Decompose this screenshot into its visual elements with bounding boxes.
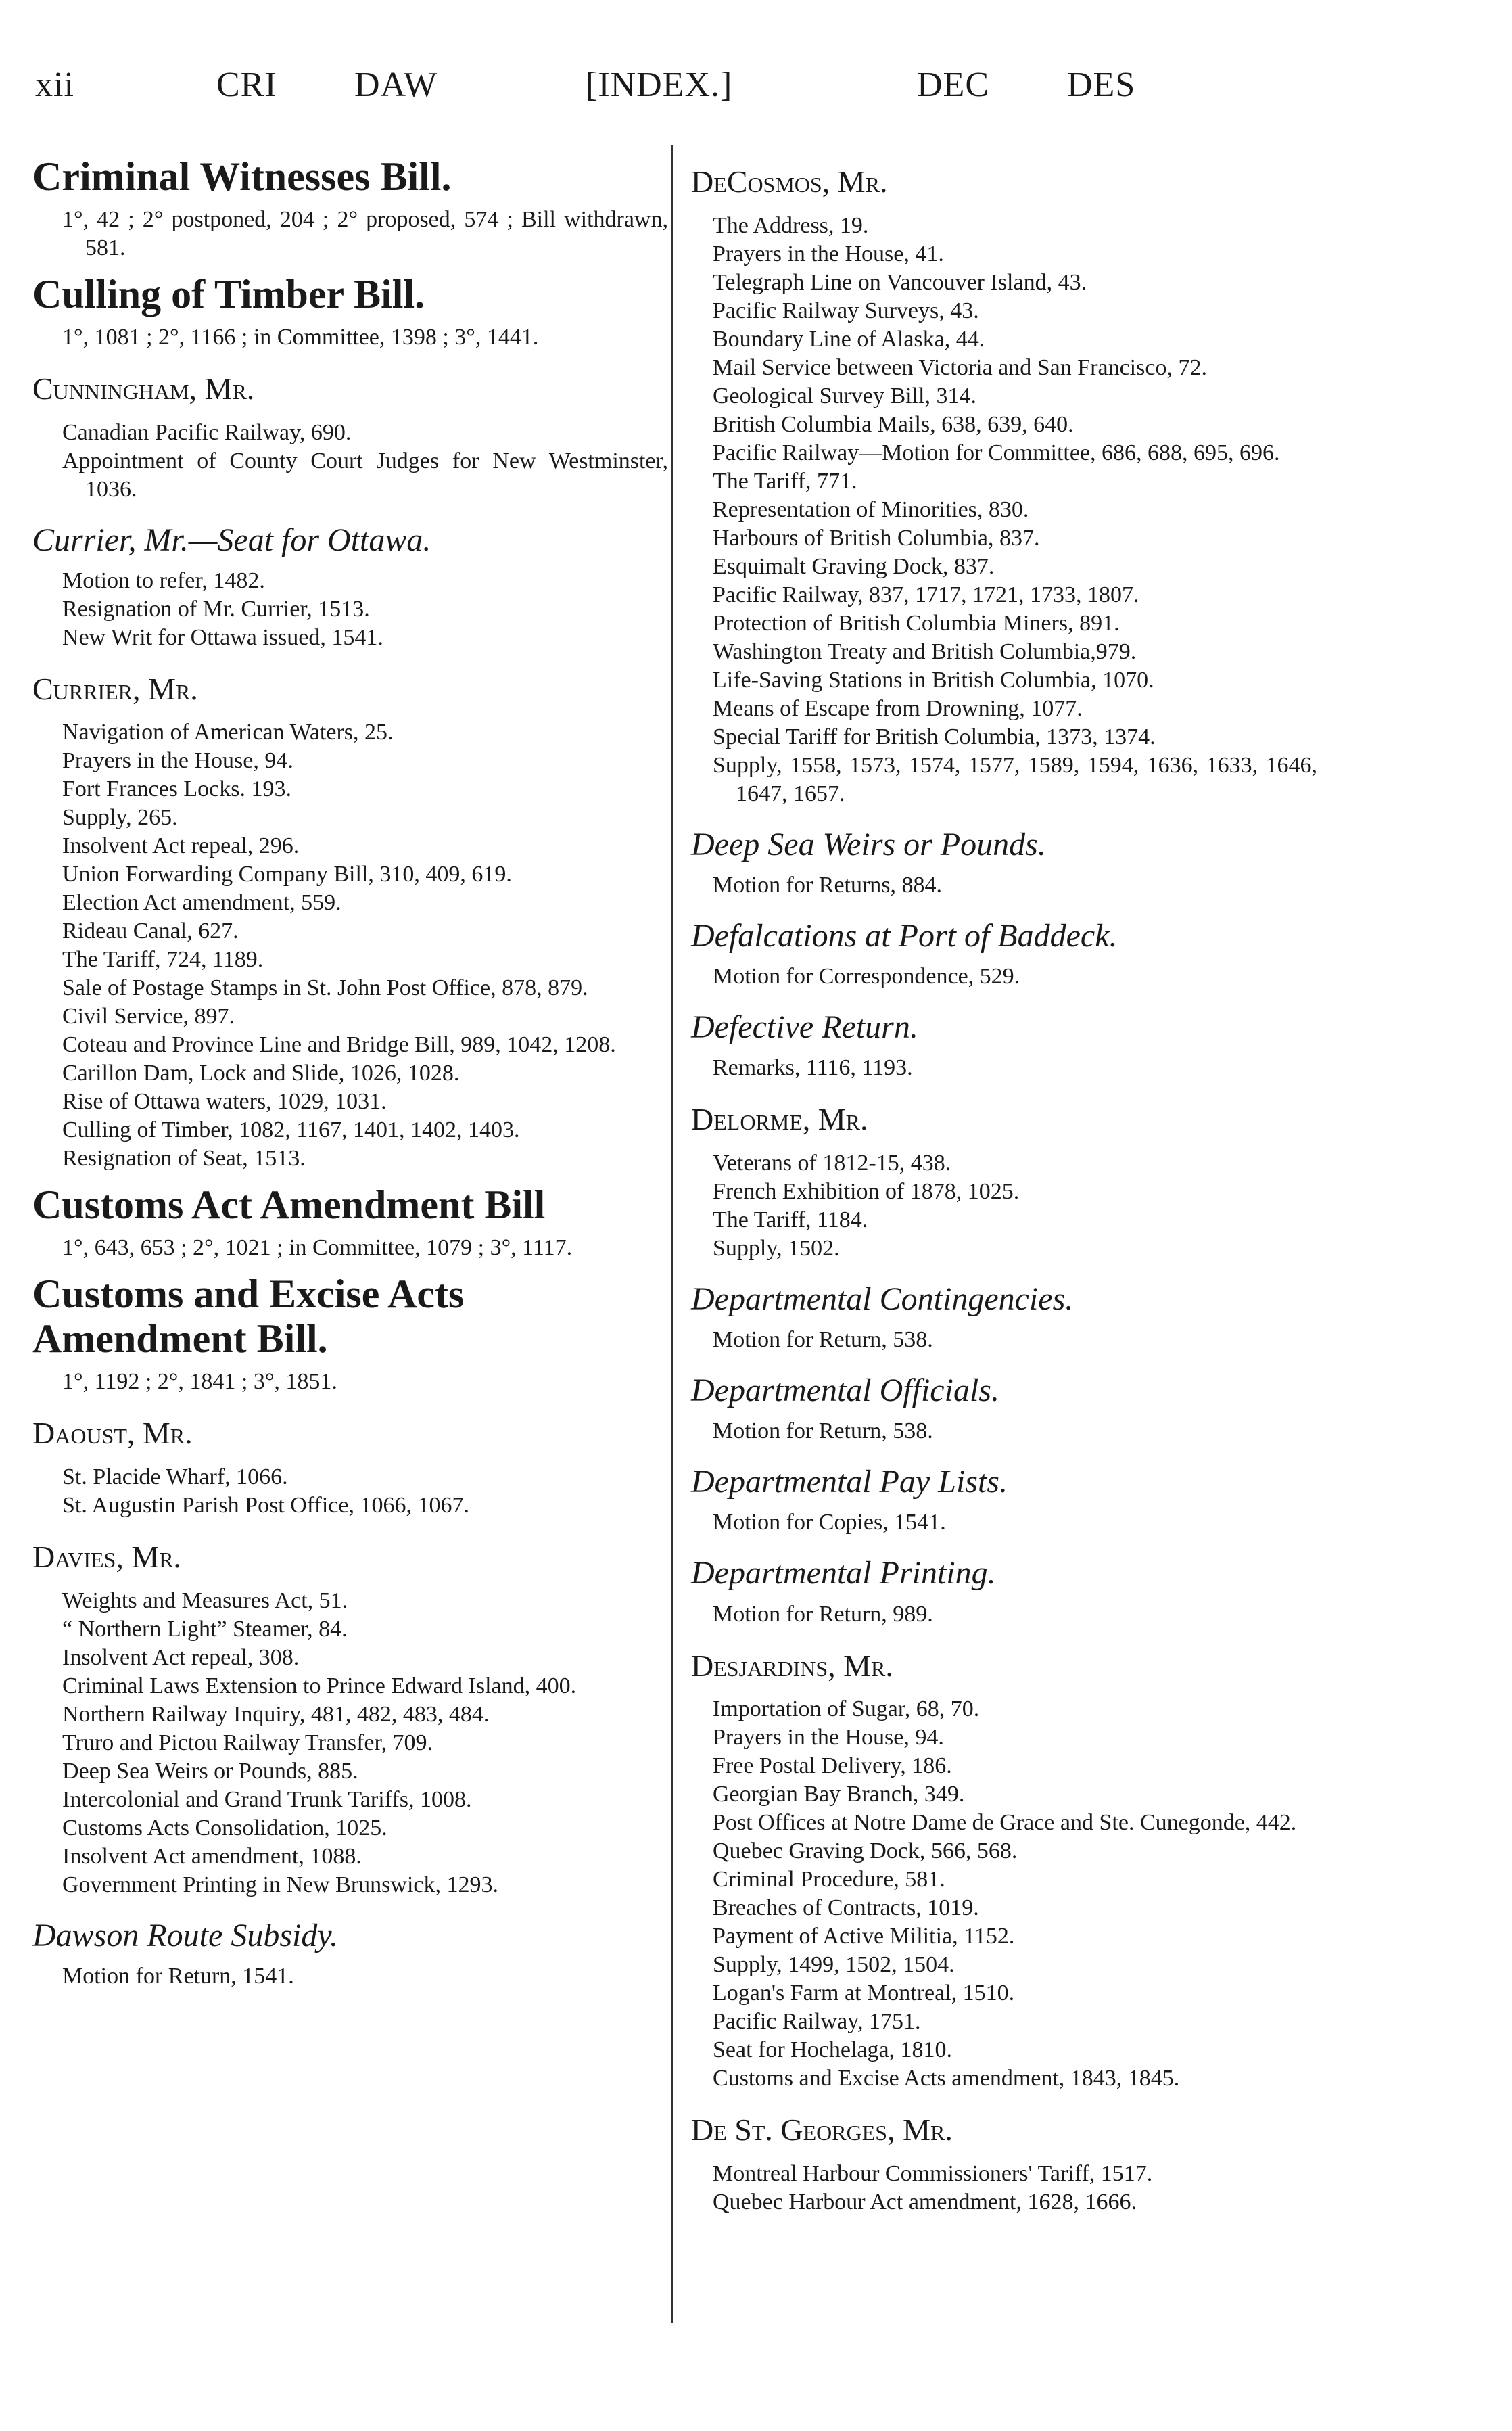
index-entry: Appointment of County Court Judges for New Westminster, 1036. (62, 448, 668, 502)
index-entry: Importation of Sugar, 68, 70. (713, 1696, 980, 1722)
index-entry: Criminal Laws Extension to Prince Edward Island, 400. (62, 1673, 577, 1698)
index-section (688, 1009, 1317, 1082)
index-entry: Civil Service, 897. (62, 1004, 235, 1029)
index-entry: Pacific Railway—Motion for Committee, 686, 688, 695, 696. (713, 440, 1280, 465)
column-divider (671, 145, 673, 2323)
index-entry: French Exhibition of 1878, 1025. (713, 1178, 1020, 1204)
index-entry: Criminal Procedure, 581. (713, 1867, 945, 1893)
index-entry: Motion to refer, 1482. (62, 568, 265, 593)
index-section (688, 1463, 1317, 1537)
index-entry: Election Act amendment, 559. (62, 890, 341, 916)
entry-list (688, 1600, 1317, 1629)
index-section (32, 1540, 668, 1899)
index-entry: St. Placide Wharf, 1066. (62, 1464, 288, 1489)
page-header (0, 65, 1512, 119)
index-entry: Resignation of Seat, 1513. (62, 1146, 306, 1172)
index-entry: The Address, 19. (713, 212, 869, 238)
entry-list (32, 1368, 668, 1396)
index-label: [INDEX.] (586, 66, 733, 104)
index-entry: The Tariff, 1184. (713, 1207, 868, 1232)
entry-list (32, 419, 668, 504)
section-heading: Customs Act Amendment Bill (32, 1182, 546, 1228)
entry-list (32, 1587, 668, 1899)
index-entry: Truro and Pictou Railway Transfer, 709. (62, 1730, 433, 1755)
entry-list (688, 1326, 1317, 1354)
index-entry: Prayers in the House, 41. (713, 241, 944, 267)
index-entry: 1°, 643, 653 ; 2°, 1021 ; in Committee, 1079 ; 3°, 1117. (62, 1235, 573, 1261)
index-section (688, 165, 1317, 808)
index-entry: Mail Service between Victoria and San Francisco, 72. (713, 354, 1207, 380)
entry-list (32, 1234, 668, 1262)
section-heading: Departmental Contingencies. (691, 1280, 1074, 1317)
index-entry: Canadian Pacific Railway, 690. (62, 419, 352, 445)
index-section (32, 154, 668, 262)
index-entry: Protection of British Columbia Miners, 891. (713, 610, 1120, 636)
index-section (688, 1554, 1317, 1628)
index-entry: Georgian Bay Branch, 349. (713, 1782, 965, 1807)
index-section (688, 826, 1317, 900)
index-entry: Navigation of American Waters, 25. (62, 720, 394, 745)
section-heading: Delorme, Mr. (691, 1102, 868, 1137)
index-entry: Fort Frances Locks. 193. (62, 777, 292, 802)
entry-list (688, 1508, 1317, 1537)
index-entry: Motion for Correspondence, 529. (713, 963, 1020, 989)
index-entry: Montreal Harbour Commissioners' Tariff, 1517. (713, 2160, 1153, 2186)
index-section (32, 672, 668, 1174)
index-section (32, 1917, 668, 1991)
section-heading: DeCosmos, Mr. (691, 164, 888, 199)
index-entry: Payment of Active Militia, 1152. (713, 1924, 1015, 1949)
index-entry: Prayers in the House, 94. (62, 748, 293, 774)
entry-list (688, 871, 1317, 900)
index-entry: Insolvent Act repeal, 296. (62, 833, 300, 859)
index-entry: Supply, 265. (62, 805, 178, 831)
section-heading: Customs and Excise Acts Amendment Bill. (32, 1272, 465, 1362)
section-heading: Currier, Mr.—Seat for Ottawa. (32, 522, 431, 558)
entry-list (32, 718, 668, 1173)
left-column (32, 145, 668, 1991)
page-number: xii (35, 66, 74, 104)
index-entry: Motion for Returns, 884. (713, 872, 943, 898)
index-entry: Prayers in the House, 94. (713, 1725, 944, 1751)
index-entry: Customs Acts Consolidation, 1025. (62, 1815, 387, 1840)
range-right-end: DES (1067, 66, 1136, 104)
index-entry: Free Postal Delivery, 186. (713, 1753, 952, 1779)
index-entry: Customs and Excise Acts amendment, 1843, 1845. (713, 2066, 1180, 2091)
index-entry: Geological Survey Bill, 314. (713, 383, 977, 409)
index-entry: Weights and Measures Act, 51. (62, 1588, 348, 1613)
index-entry: British Columbia Mails, 638, 639, 640. (713, 411, 1074, 437)
section-heading: Criminal Witnesses Bill. (32, 154, 452, 199)
index-entry: Life-Saving Stations in British Columbia, 1070. (713, 667, 1154, 693)
section-heading: Departmental Officials. (691, 1372, 999, 1408)
index-entry: Rise of Ottawa waters, 1029, 1031. (62, 1089, 387, 1115)
section-heading: Dawson Route Subsidy. (32, 1917, 338, 1953)
index-entry: Remarks, 1116, 1193. (713, 1055, 913, 1081)
index-entry: 1°, 42 ; 2° postponed, 204 ; 2° proposed, 574 ; Bill withdrawn, 581. (62, 207, 668, 260)
entry-list (688, 212, 1317, 808)
index-entry: St. Augustin Parish Post Office, 1066, 1067. (62, 1492, 469, 1518)
index-entry: 1°, 1192 ; 2°, 1841 ; 3°, 1851. (62, 1369, 337, 1395)
right-column (688, 145, 1317, 2217)
section-heading: Deep Sea Weirs or Pounds. (691, 826, 1046, 862)
index-section (688, 1280, 1317, 1354)
index-section (32, 1272, 668, 1396)
index-entry: Esquimalt Graving Dock, 837. (713, 553, 995, 579)
entry-list (32, 323, 668, 352)
section-heading: Cunningham, Mr. (32, 371, 255, 406)
section-heading: Departmental Pay Lists. (691, 1464, 1008, 1500)
section-heading: Culling of Timber Bill. (32, 272, 425, 317)
entry-list (32, 1962, 668, 1991)
index-entry: Logan's Farm at Montreal, 1510. (713, 1981, 1015, 2006)
index-section (32, 1416, 668, 1520)
index-entry: Intercolonial and Grand Trunk Tariffs, 1008. (62, 1786, 472, 1812)
index-entry: The Tariff, 771. (713, 468, 857, 494)
index-entry: Special Tariff for British Columbia, 1373, 1374. (713, 724, 1156, 749)
index-entry: Northern Railway Inquiry, 481, 482, 483, 484. (62, 1701, 490, 1727)
index-entry: Post Offices at Notre Dame de Grace and Ste. Cunegonde, 442. (713, 1810, 1297, 1836)
entry-list (688, 1695, 1317, 2093)
index-entry: Coteau and Province Line and Bridge Bill, 989, 1042, 1208. (62, 1032, 616, 1058)
index-entry: Washington Treaty and British Columbia,979. (713, 639, 1137, 664)
index-section (688, 1103, 1317, 1263)
index-entry: Seat for Hochelaga, 1810. (713, 2037, 953, 2063)
entry-list (32, 1463, 668, 1520)
index-entry: Insolvent Act amendment, 1088. (62, 1843, 362, 1869)
index-entry: Culling of Timber, 1082, 1167, 1401, 1402, 1403. (62, 1117, 520, 1143)
entry-list (32, 567, 668, 652)
entry-list (688, 1054, 1317, 1082)
section-heading: Defective Return. (691, 1009, 918, 1045)
index-entry: Veterans of 1812-15, 438. (713, 1150, 951, 1176)
range-left-end: DAW (354, 66, 438, 104)
index-entry: Government Printing in New Brunswick, 1293. (62, 1872, 498, 1897)
index-entry: Quebec Harbour Act amendment, 1628, 1666. (713, 2189, 1137, 2215)
section-heading: Currier, Mr. (32, 671, 198, 706)
entry-list (688, 1149, 1317, 1263)
index-entry: The Tariff, 724, 1189. (62, 947, 264, 973)
index-entry: Means of Escape from Drowning, 1077. (713, 695, 1083, 721)
index-entry: Motion for Return, 538. (713, 1418, 933, 1444)
index-entry: Boundary Line of Alaska, 44. (713, 326, 985, 352)
index-section (32, 522, 668, 652)
range-left-start: CRI (216, 66, 277, 104)
index-entry: Supply, 1502. (713, 1235, 840, 1261)
index-entry: Pacific Railway, 1751. (713, 2009, 921, 2035)
section-heading: Davies, Mr. (32, 1539, 182, 1574)
index-entry: Harbours of British Columbia, 837. (713, 525, 1040, 551)
index-entry: Pacific Railway Surveys, 43. (713, 298, 979, 323)
index-entry: Telegraph Line on Vancouver Island, 43. (713, 269, 1087, 295)
index-entry: Motion for Return, 989. (713, 1601, 933, 1627)
index-entry: Deep Sea Weirs or Pounds, 885. (62, 1758, 358, 1784)
index-entry: Insolvent Act repeal, 308. (62, 1644, 300, 1670)
section-heading: Desjardins, Mr. (691, 1648, 893, 1683)
index-entry: “ Northern Light” Steamer, 84. (62, 1616, 348, 1642)
index-entry: Motion for Return, 538. (713, 1326, 933, 1352)
section-heading: Departmental Printing. (691, 1555, 996, 1592)
index-section (688, 2113, 1317, 2217)
index-section (688, 917, 1317, 991)
index-entry: Representation of Minorities, 830. (713, 496, 1029, 522)
index-entry: Supply, 1499, 1502, 1504. (713, 1952, 955, 1978)
entry-list (688, 1417, 1317, 1445)
index-entry: Supply, 1558, 1573, 1574, 1577, 1589, 1594, 1636, 1633, 1646, 1647, 1657. (713, 752, 1317, 806)
index-entry: Resignation of Mr. Currier, 1513. (62, 596, 370, 622)
entry-list (688, 2160, 1317, 2217)
index-entry: Carillon Dam, Lock and Slide, 1026, 1028. (62, 1061, 460, 1086)
range-right-start: DEC (917, 66, 989, 104)
index-section (688, 1372, 1317, 1445)
index-entry: Motion for Return, 1541. (62, 1963, 294, 1989)
index-entry: Rideau Canal, 627. (62, 919, 239, 944)
section-heading: De St. Georges, Mr. (691, 2112, 953, 2148)
index-section (32, 1182, 668, 1262)
section-heading: Daoust, Mr. (32, 1416, 193, 1451)
index-entry: New Writ for Ottawa issued, 1541. (62, 624, 383, 650)
index-section (32, 272, 668, 352)
index-section (32, 372, 668, 504)
section-heading: Defalcations at Port of Baddeck. (691, 917, 1118, 954)
index-entry: Sale of Postage Stamps in St. John Post Office, 878, 879. (62, 975, 588, 1001)
index-entry: Motion for Copies, 1541. (713, 1510, 946, 1535)
index-entry: Breaches of Contracts, 1019. (713, 1895, 979, 1921)
index-entry: Quebec Graving Dock, 566, 568. (713, 1838, 1018, 1864)
index-entry: 1°, 1081 ; 2°, 1166 ; in Committee, 1398 ; 3°, 1441. (62, 325, 539, 350)
index-entry: Union Forwarding Company Bill, 310, 409, 619. (62, 862, 512, 887)
entry-list (32, 206, 668, 262)
index-entry: Pacific Railway, 837, 1717, 1721, 1733, 1807. (713, 582, 1139, 607)
entry-list (688, 963, 1317, 991)
index-section (688, 1649, 1317, 2093)
